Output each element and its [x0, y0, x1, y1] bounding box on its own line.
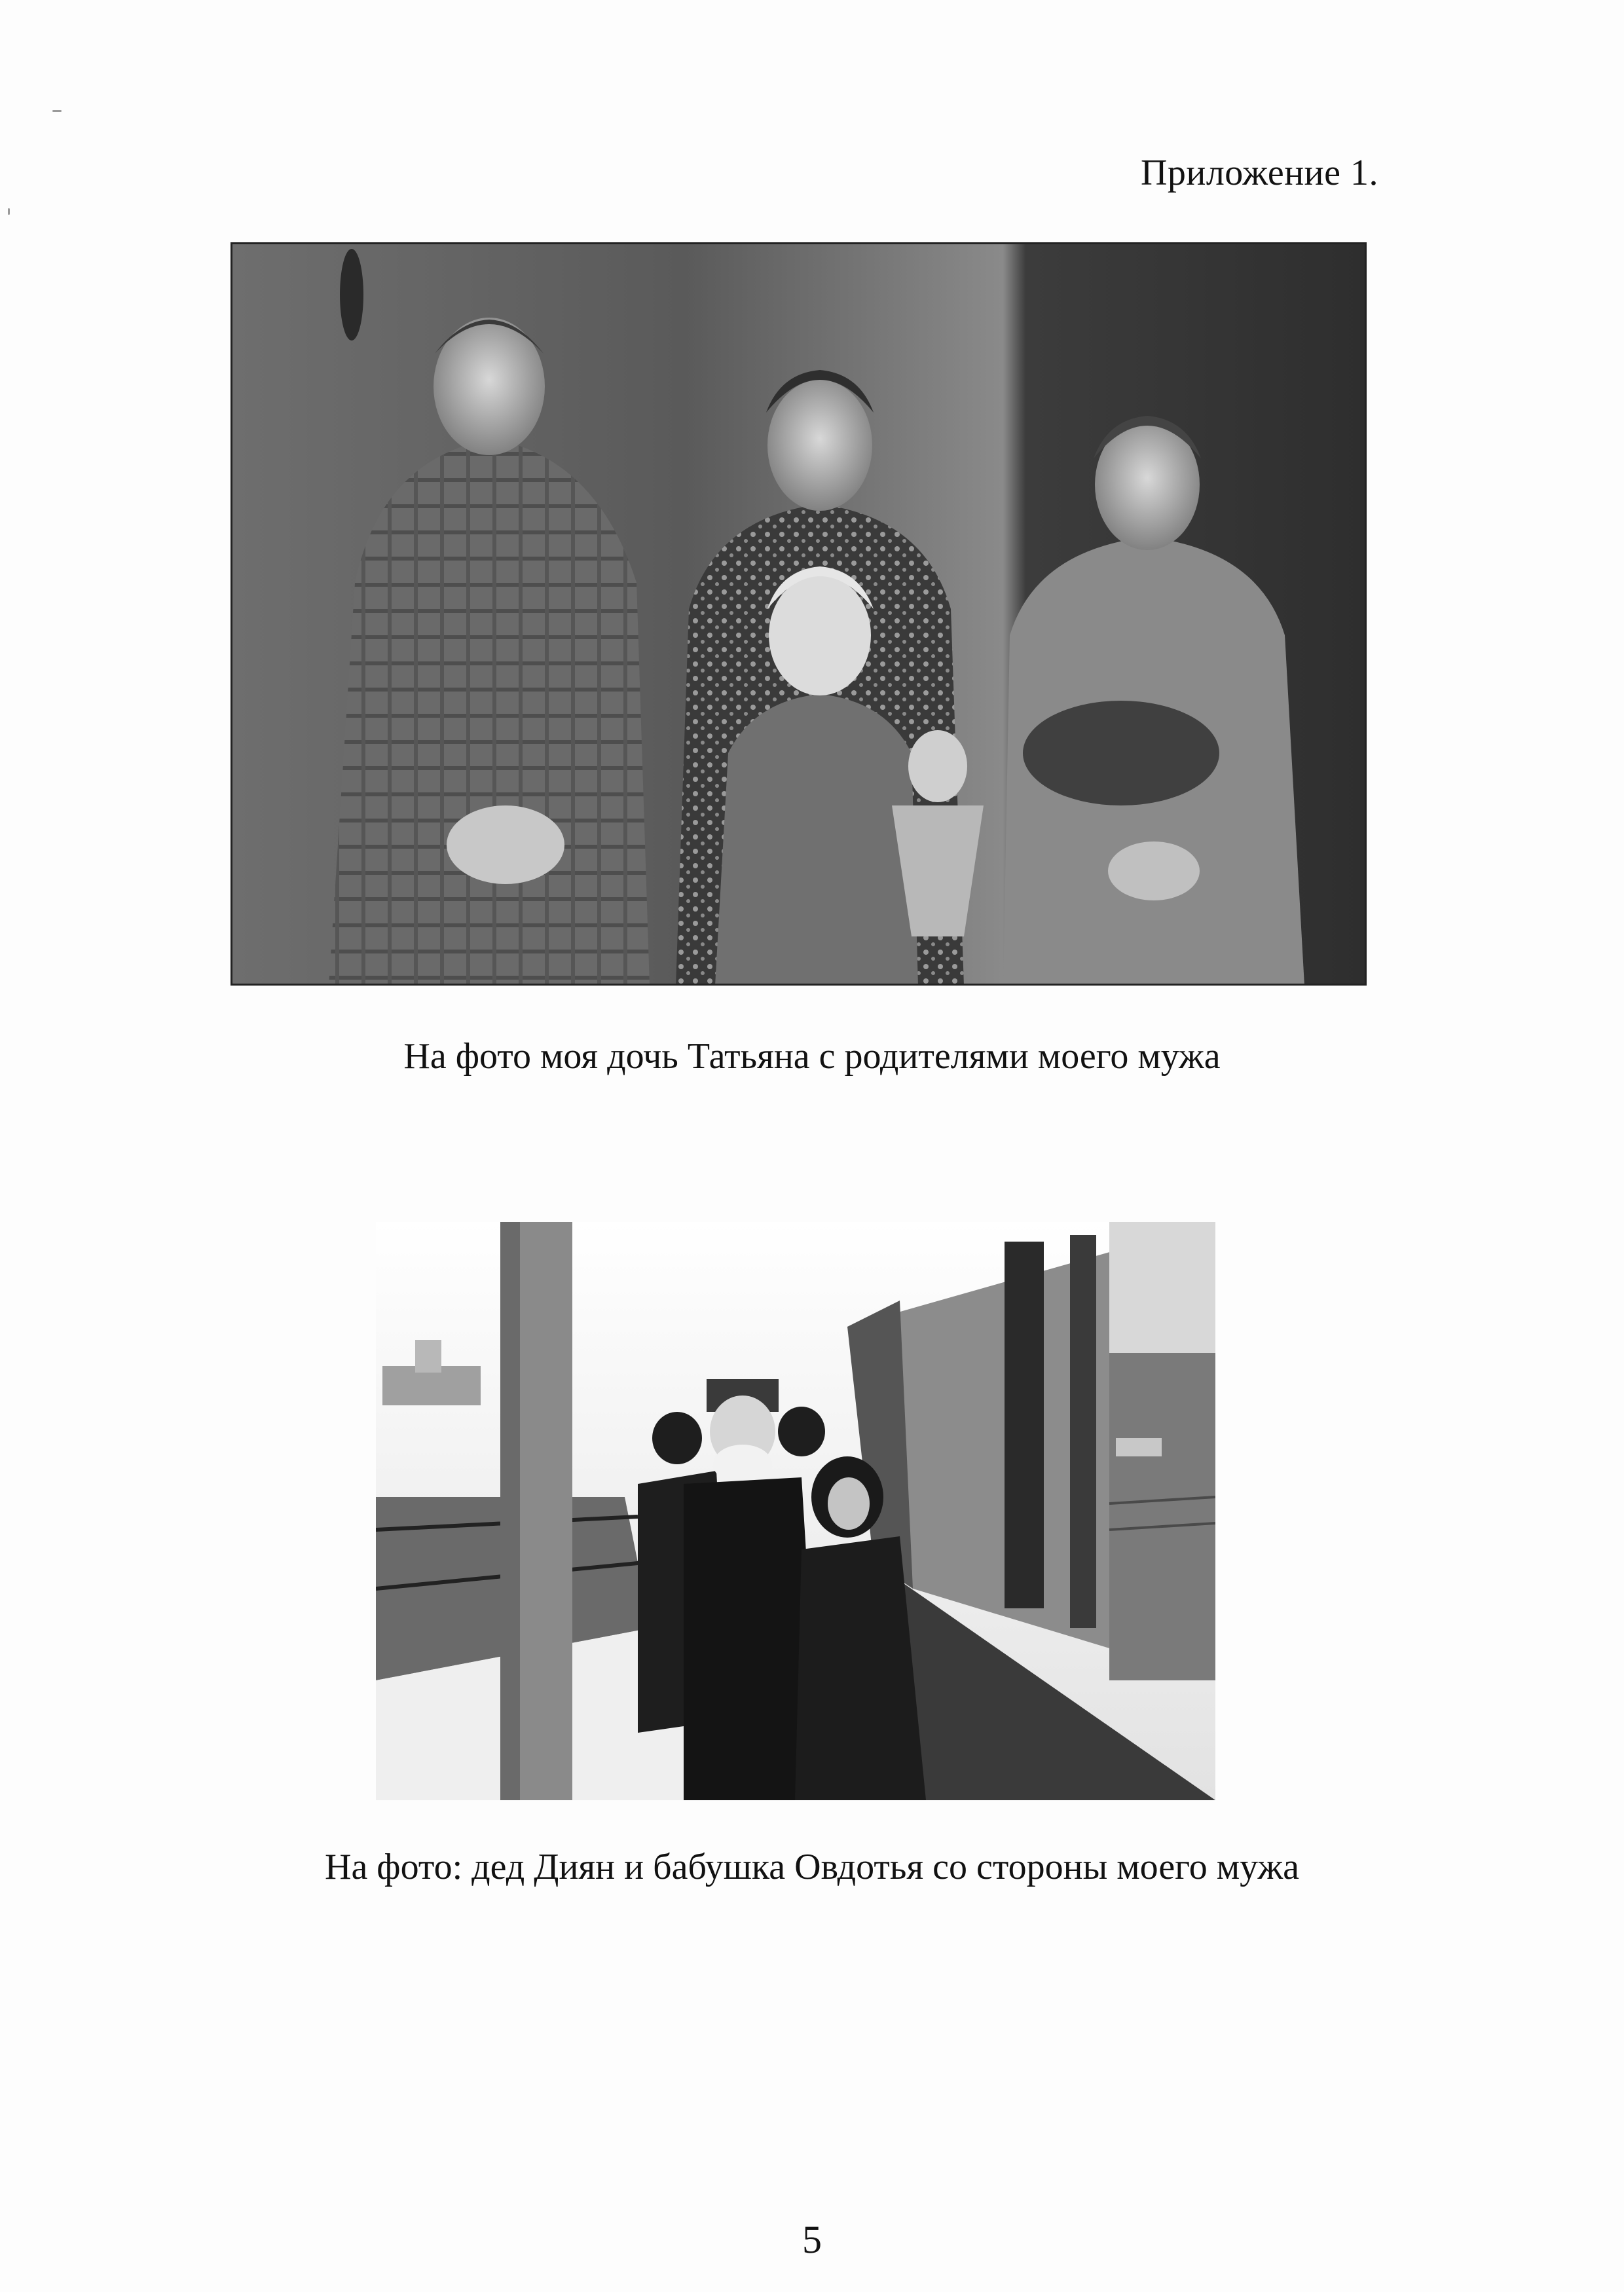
family-portrait-image [231, 242, 1367, 986]
railway-platform-image [376, 1222, 1215, 1800]
appendix-label: Приложение 1. [1140, 153, 1378, 193]
photo-1-caption: На фото моя дочь Татьяна с родителями моего мужа [403, 1036, 1221, 1077]
scan-speck [8, 208, 10, 215]
photo-2-caption: На фото: дед Диян и бабушка Овдотья со стороны моего мужа [325, 1847, 1299, 1887]
page-number: 5 [802, 2218, 822, 2261]
scan-speck [52, 110, 62, 112]
family-portrait-photo [231, 242, 1367, 986]
railway-platform-photo [376, 1222, 1215, 1800]
